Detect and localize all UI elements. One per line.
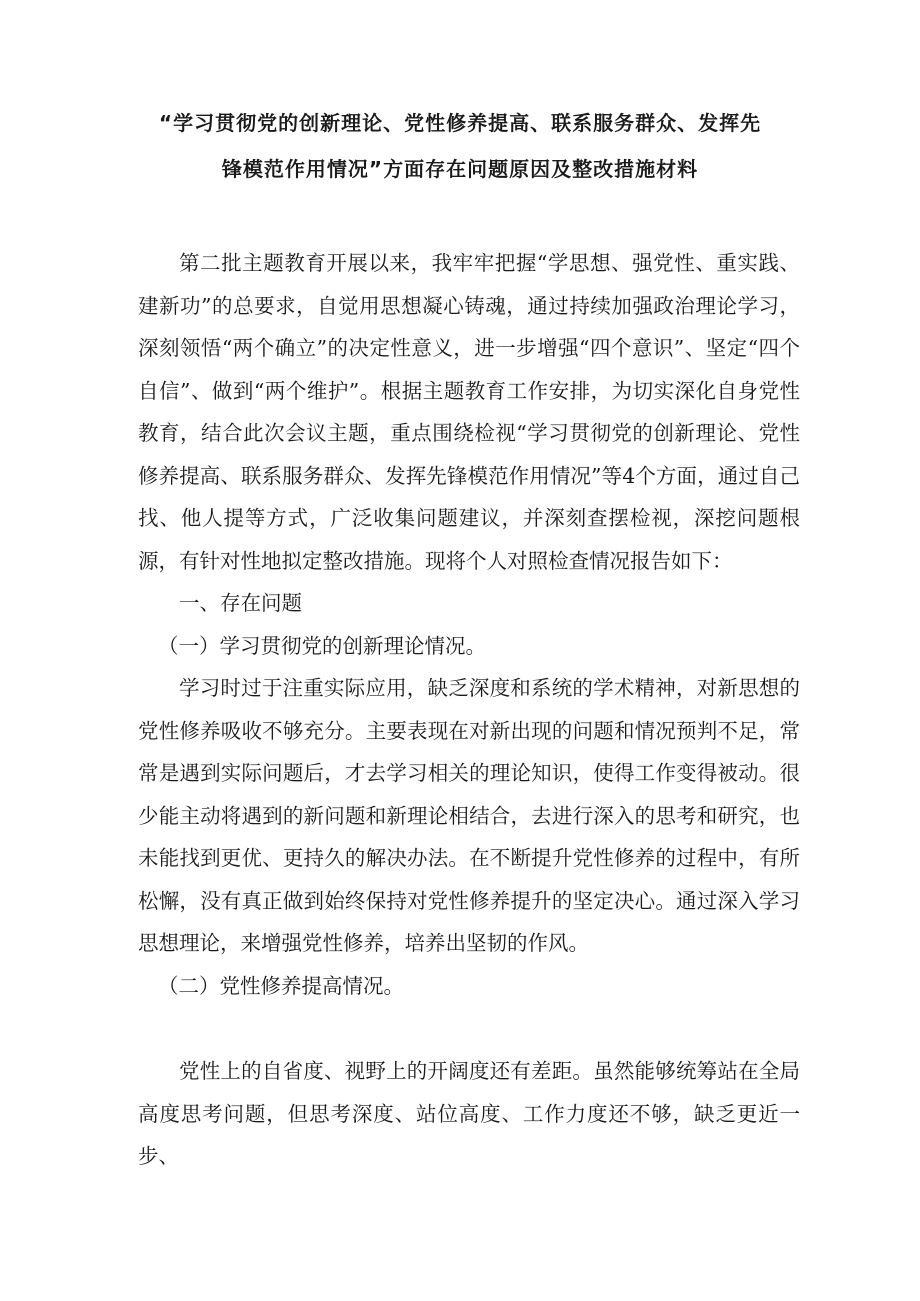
document-title [130,100,790,192]
section-heading-problems: 一、存在问题 [179,591,302,615]
subsection-body-theory: 学习时过于注重实际应用，缺乏深度和系统的学术精神，对新思想的党性修养吸收不够充分。主要表现在对新出现的问题和情况预判不足，常常是遇到实际问题后，才去学习相关的理论知识，使得工作变得被动。很少能主动将遇到的新问题和新理论相结合，去进行深入的思考和研究，也未能找到更优、更持久的解决办法。在不断提升党性修养的过程中，有所松懈，没有真正做到始终保持对党性修养提升的坚定决心。通过深入学习思想理论，来增强党性修养，培养出坚韧的作风。 [138,676,800,955]
document-body [138,242,800,1178]
subsection-body-party-spirit: 党性上的自省度、视野上的开阔度还有差距。虽然能够统筹站在全局高度思考问题，但思考深度、站位高度、工作力度还不够，缺乏更近一步、 [138,1059,800,1168]
subsection-heading-party-spirit: （二）党性修养提高情况。 [158,973,404,998]
title-line-1: “学习贯彻党的创新理论、党性修养提高、联系服务群众、发挥先 [158,111,762,135]
intro-paragraph: 第二批主题教育开展以来，我牢牢把握“学思想、强党性、重实践、建新功”的总要求，自觉用思想凝心铸魂，通过持续加强政治理论学习，深刻领悟“两个确立”的决定性意义，进一步增强“四个意识”、坚定“四个自信”、做到“两个维护”。根据主题教育工作安排，为切实深化自身党性教育，结合此次会议主题，重点围绕检视“学习贯彻党的创新理论、党性修养提高、联系服务群众、发挥先锋模范作用情况”等4个方面，通过自己找、他人提等方式，广泛收集问题建议，并深刻查摆检视，深挖问题根源，有针对性地拟定整改措施。现将个人对照检查情况报告如下： [138,251,800,573]
subsection-heading-theory: （一）学习贯彻党的创新理论情况。 [158,633,486,658]
title-line-2: 锋模范作用情况”方面存在问题原因及整改措施材料 [221,157,699,181]
